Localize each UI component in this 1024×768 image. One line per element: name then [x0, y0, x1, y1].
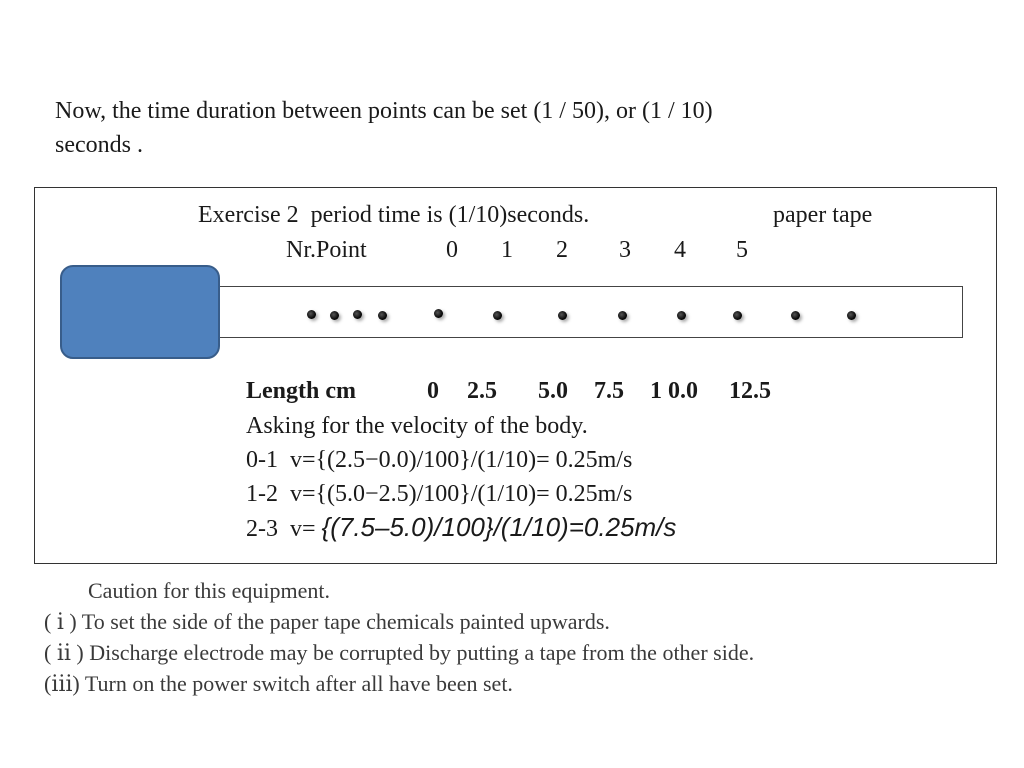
nr-point-label: Nr.Point [286, 237, 367, 263]
length-value: 1 0.0 [650, 378, 698, 404]
tape-dot [847, 311, 856, 320]
caution-item: ( ⅰ ) To set the side of the paper tape chemicals painted upwards. [44, 609, 610, 634]
length-value: 5.0 [538, 378, 568, 404]
tape-dot [677, 311, 686, 320]
point-number: 2 [556, 237, 568, 263]
velocity-calc-0-1: 0-1 v={(2.5−0.0)/100}/(1/10)= 0.25m/s [246, 447, 633, 473]
point-number: 3 [619, 237, 631, 263]
tape-dot [733, 311, 742, 320]
length-value: 7.5 [594, 378, 624, 404]
tape-dot [353, 310, 362, 319]
tape-dot [434, 309, 443, 318]
tape-dot [493, 311, 502, 320]
tape-dot [330, 311, 339, 320]
tape-dot [378, 311, 387, 320]
caution-item: (ⅲ) Turn on the power switch after all have been set. [44, 671, 513, 696]
tape-dot [558, 311, 567, 320]
intro-text [55, 94, 955, 162]
length-value: 2.5 [467, 378, 497, 404]
velocity-calc-1-2: 1-2 v={(5.0−2.5)/100}/(1/10)= 0.25m/s [246, 481, 633, 507]
ticker-timer-block [60, 265, 220, 359]
tape-dot [307, 310, 316, 319]
caution-item: ( ⅱ ) Discharge electrode may be corrupted by putting a tape from the other side. [44, 640, 755, 665]
velocity-calc-2-3-prefix: 2-3 v= [246, 516, 322, 542]
velocity-calc-2-3 [246, 512, 676, 543]
tape-dot [618, 311, 627, 320]
paper-tape-label: paper tape [773, 202, 873, 228]
length-label: Length cm [246, 378, 356, 404]
caution-title: Caution for this equipment. [88, 578, 330, 603]
velocity-calc-2-3-formula: {(7.5–5.0)/100}/(1/10)=0.25m/s [321, 512, 677, 542]
tape-dot [791, 311, 800, 320]
intro-line-2: seconds . [55, 132, 143, 158]
point-number: 4 [674, 237, 686, 263]
point-number: 5 [736, 237, 748, 263]
length-value: 12.5 [729, 378, 771, 404]
point-number: 0 [446, 237, 458, 263]
length-value: 0 [427, 378, 439, 404]
point-number: 1 [501, 237, 513, 263]
velocity-question: Asking for the velocity of the body. [246, 413, 588, 439]
exercise-title: Exercise 2 period time is (1/10)seconds. [198, 202, 590, 228]
intro-line-1: Now, the time duration between points can be set (1 / 50), or (1 / 10) [55, 98, 713, 124]
